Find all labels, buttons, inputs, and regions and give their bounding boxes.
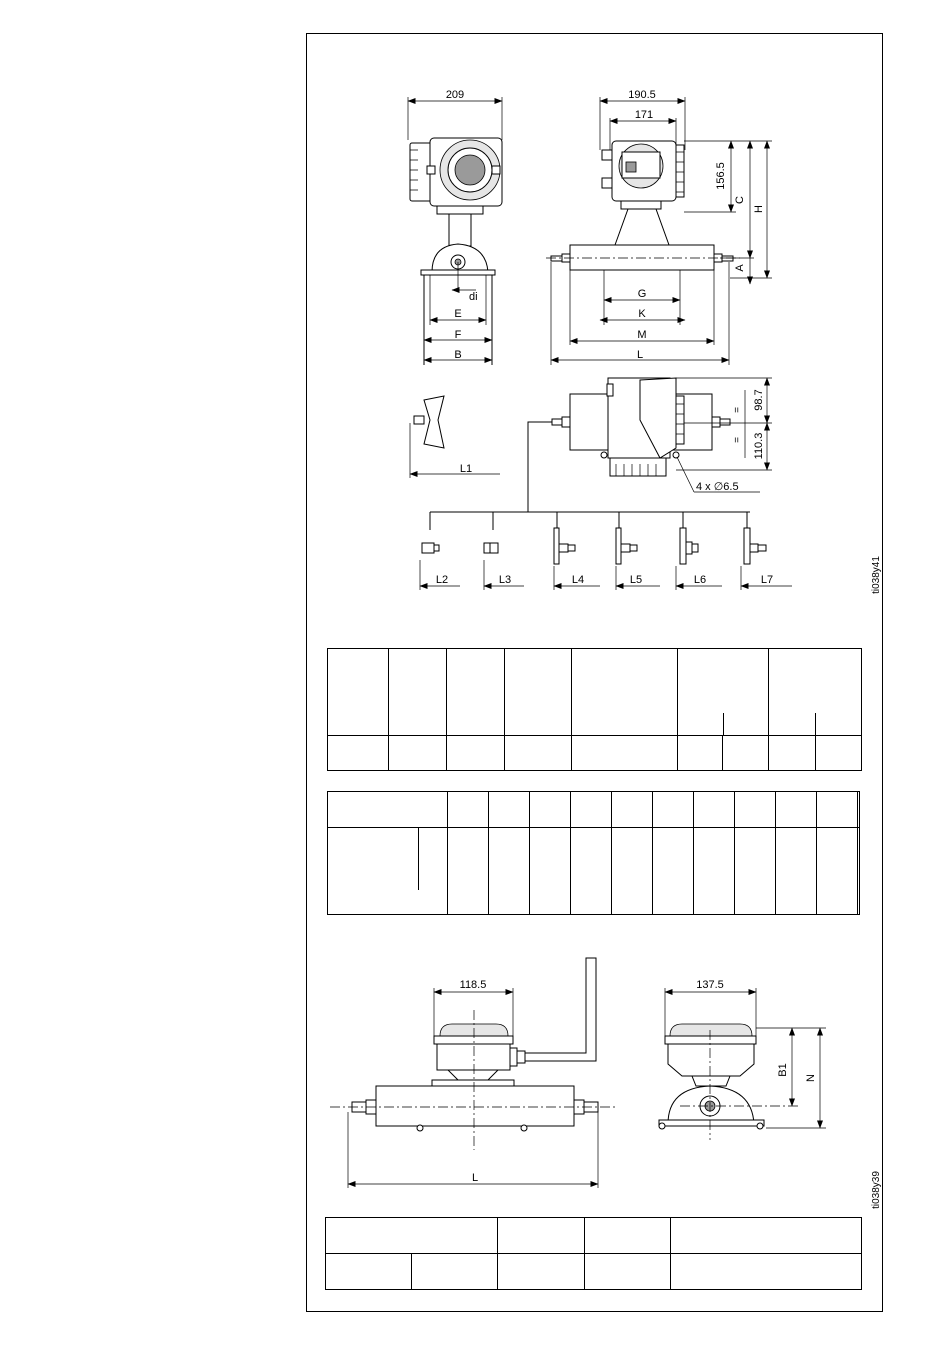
label-M: M <box>637 329 647 341</box>
dimension-table-1 <box>327 648 862 771</box>
drawing-ref-2: ti038y39 <box>871 1171 882 1209</box>
top-view <box>410 378 772 493</box>
equal-mark-upper: = <box>732 407 743 413</box>
dim-compact-left: 118.5 <box>459 979 487 991</box>
dim-compact-right: 137.5 <box>696 979 724 991</box>
label-compact-L: L <box>471 1172 479 1184</box>
label-G: G <box>637 288 647 300</box>
side-view <box>408 89 502 365</box>
dim-front-outer: 190.5 <box>628 89 656 101</box>
compact-left-view <box>330 958 616 1188</box>
label-C: C <box>734 196 746 204</box>
label-B1: B1 <box>777 1063 789 1077</box>
equal-mark-lower: = <box>732 437 743 443</box>
fitting-L2: L2 <box>435 574 449 586</box>
dimension-table-2 <box>327 791 860 915</box>
drawing-ref-1: ti038y41 <box>871 556 882 594</box>
label-L: L <box>636 349 644 361</box>
fitting-L4: L4 <box>571 574 585 586</box>
holes-note: 4 x ∅6.5 <box>696 481 739 493</box>
dim-lower: 110.3 <box>753 432 765 460</box>
label-N: N <box>805 1074 817 1082</box>
dim-front-inner: 171 <box>634 109 654 121</box>
label-F: F <box>454 329 462 341</box>
fitting-L6: L6 <box>693 574 707 586</box>
label-A: A <box>734 264 746 272</box>
fitting-L7: L7 <box>760 574 774 586</box>
dim-head-height: 156.5 <box>715 162 727 190</box>
label-B: B <box>454 349 462 361</box>
fitting-L3: L3 <box>498 574 512 586</box>
dimension-table-3 <box>325 1217 862 1290</box>
dim-upper: 98.7 <box>753 389 765 411</box>
label-E: E <box>454 308 462 320</box>
label-K: K <box>638 308 646 320</box>
compact-right-view <box>659 979 826 1140</box>
front-view <box>546 89 772 365</box>
label-H: H <box>753 205 765 213</box>
fitting-L5: L5 <box>629 574 643 586</box>
dim-side-width: 209 <box>445 89 465 101</box>
label-di: di <box>469 291 478 303</box>
label-L1: L1 <box>459 463 473 475</box>
